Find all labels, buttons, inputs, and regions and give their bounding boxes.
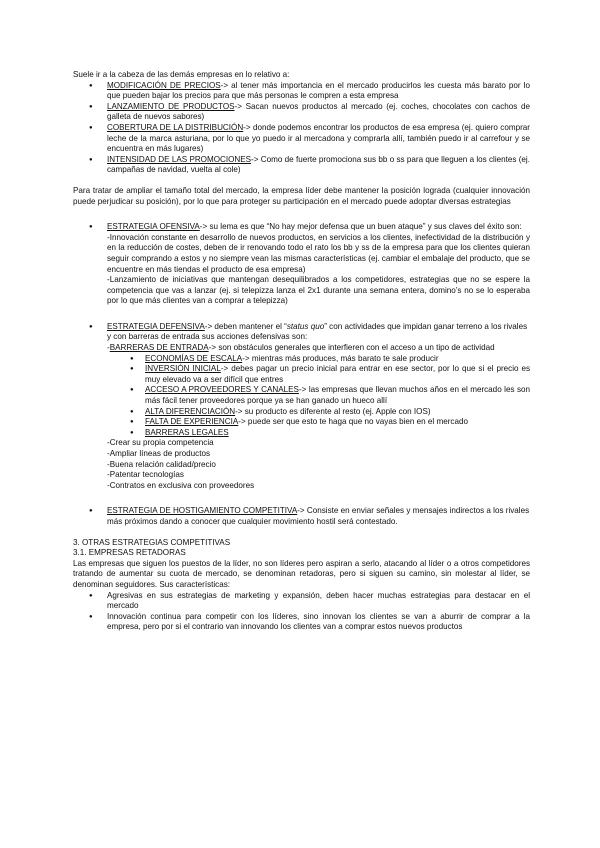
- list-item: ● INVERSIÓN INICIAL-> debes pagar un precio inicial para entrar en ese sector, por lo que si el precio es muy elevado va a ser difícil que entres: [73, 364, 530, 385]
- list-item: ● Innovación continua para competir con los líderes, sino innovan los clientes se van a aburrir de comprar a la empresa, pero por si el contrario van innovando los clientes van a comprar estos nuevos productos: [73, 612, 530, 633]
- list-item: ● INTENSIDAD DE LAS PROMOCIONES-> Como de fuerte promociona sus bb o ss para que lleguen a los clientes (ej. campañas de navidad, vuelta al cole): [73, 155, 530, 176]
- list-item: ● COBERTURA DE LA DISTRIBUCIÓN-> donde podemos encontrar los productos de esa empresa (ej. quiero comprar leche de la marca asturiana, por lo que yo puedo ir al mercadona y comprarla allí, también puedo ir al carrefour y se encuentra en más lugares): [73, 123, 530, 155]
- harassment-strategy: ● ESTRATEGIA DE HOSTIGAMIENTO COMPETITIVA-> Consiste en enviar señales y mensajes indirectos a los rivales más próximos dando a conocer que cualquier movimiento hostil será contestado.: [73, 506, 530, 527]
- item-heading: COBERTURA DE LA DISTRIBUCIÓN: [107, 122, 244, 132]
- barriers-intro: -BARRERAS DE ENTRADA-> son obstáculos generales que interfieren con el acceso a un tipo de actividad: [107, 343, 495, 353]
- offensive-line: -Innovación constante en desarrollo de nuevos productos, en servicios a los clientes, inefectividad de la distribución y en la reducción de costes, deben de ir renovando todo el rato los bb y ss de la empresa para que los clientes quieran seguir comprando a estos y no siempre vean las mismas características (ej. cambiar el embalaje del producto, que se encuentre en más tiendas el producto de esa empresa): [107, 232, 530, 274]
- list-item: ● ECONOMÍAS DE ESCALA-> mientras más produces, más barato te sale producir: [73, 354, 530, 365]
- barriers-list: [73, 354, 530, 439]
- defensive-strategy: ● ESTRATEGIA DEFENSIVA-> deben mantener el “status quo” con actividades que impidan ganar terreno a los rivales y con barreras de entrada sus acciones defensivas son:: [73, 322, 530, 343]
- section-heading: 3. OTRAS ESTRATEGIAS COMPETITIVAS: [73, 537, 231, 547]
- defensive-action: -Ampliar líneas de productos: [107, 449, 211, 458]
- list-item: ● LANZAMIENTO DE PRODUCTOS-> Sacan nuevos productos al mercado (ej. coches, chocolates con cachos de galleta de nuevos sabores): [73, 102, 530, 123]
- list-item: ● FALTA DE EXPERIENCIA-> puede ser que esto te haga que no vayas bien en el mercado: [73, 417, 530, 428]
- defensive-action: -Crear su propia competencia: [107, 438, 214, 448]
- list-item: ● ALTA DIFERENCIACIÓN-> su producto es diferente al resto (ej. Apple con IOS): [73, 407, 530, 418]
- item-heading: INTENSIDAD DE LAS PROMOCIONES: [107, 154, 252, 164]
- leader-list: [73, 81, 530, 176]
- list-item: ● ACCESO A PROVEEDORES Y CANALES-> las empresas que llevan muchos años en el mercado les son más fácil tener proveedores porque ya se han ganado un hueco allí: [73, 385, 530, 406]
- defensive-action: -Patentar tecnologías: [107, 470, 184, 480]
- item-heading: MODIFICACIÓN DE PRECIOS: [107, 80, 221, 90]
- item-heading: LANZAMIENTO DE PRODUCTOS: [107, 101, 235, 111]
- offensive-line: -Lanzamiento de iniciativas que mantengan desequilibrados a los competidores, estrategias que no se espere la competencia que vas a lanzar (ej. si telepizza lanza el 2x1 durante una semana entera, domino’s no se lo esperaba por lo que más clientes van a comprar a telepizza): [107, 275, 530, 306]
- list-item: ● Agresivas en sus estrategias de marketing y expansión, deben hacer muchas estrategias para destacar en el mercado: [73, 591, 530, 612]
- defensive-action: -Contratos en exclusiva con proveedores: [107, 480, 255, 490]
- defensive-action: -Buena relación calidad/precio: [107, 459, 216, 469]
- list-item: ● MODIFICACIÓN DE PRECIOS-> al tener más importancia en el mercado producirlos les cuesta más barato por lo que pueden bajar los precios para que más personas le compren a esta empresa: [73, 81, 530, 102]
- list-item: ● BARRERAS LEGALES: [73, 428, 530, 439]
- challengers-paragraph: Las empresas que siguen los puestos de la líder, no son líderes pero aspiran a serlo, atacando al líder o a otros competidores tratando de aumentar su cuota de mercado, se denominan retadoras, pero si siguen su camino, sin molestar al líder, se denominan seguidores. Sus características:: [73, 558, 530, 589]
- market-paragraph: Para tratar de ampliar el tamaño total del mercado, la empresa líder debe mantener la posición lograda (cualquier innovación puede perjudicar su posición), por lo que para proteger su participación en el mercado puede adoptar diversas estrategias: [73, 185, 530, 206]
- offensive-strategy: ● ESTRATEGIA OFENSIVA-> su lema es que “No hay mejor defensa que un buen ataque” y sus claves del éxito son:: [73, 222, 530, 233]
- intro-text: Suele ir a la cabeza de las demás empresas en lo relativo a:: [73, 70, 290, 79]
- strategy-heading: ESTRATEGIA DE HOSTIGAMIENTO COMPETITIVA: [107, 506, 298, 516]
- challenger-list: [73, 591, 530, 633]
- subsection-heading: 3.1. EMPRESAS RETADORAS: [73, 548, 186, 558]
- strategy-heading: ESTRATEGIA DEFENSIVA: [107, 321, 205, 331]
- strategy-heading: ESTRATEGIA OFENSIVA: [107, 222, 200, 232]
